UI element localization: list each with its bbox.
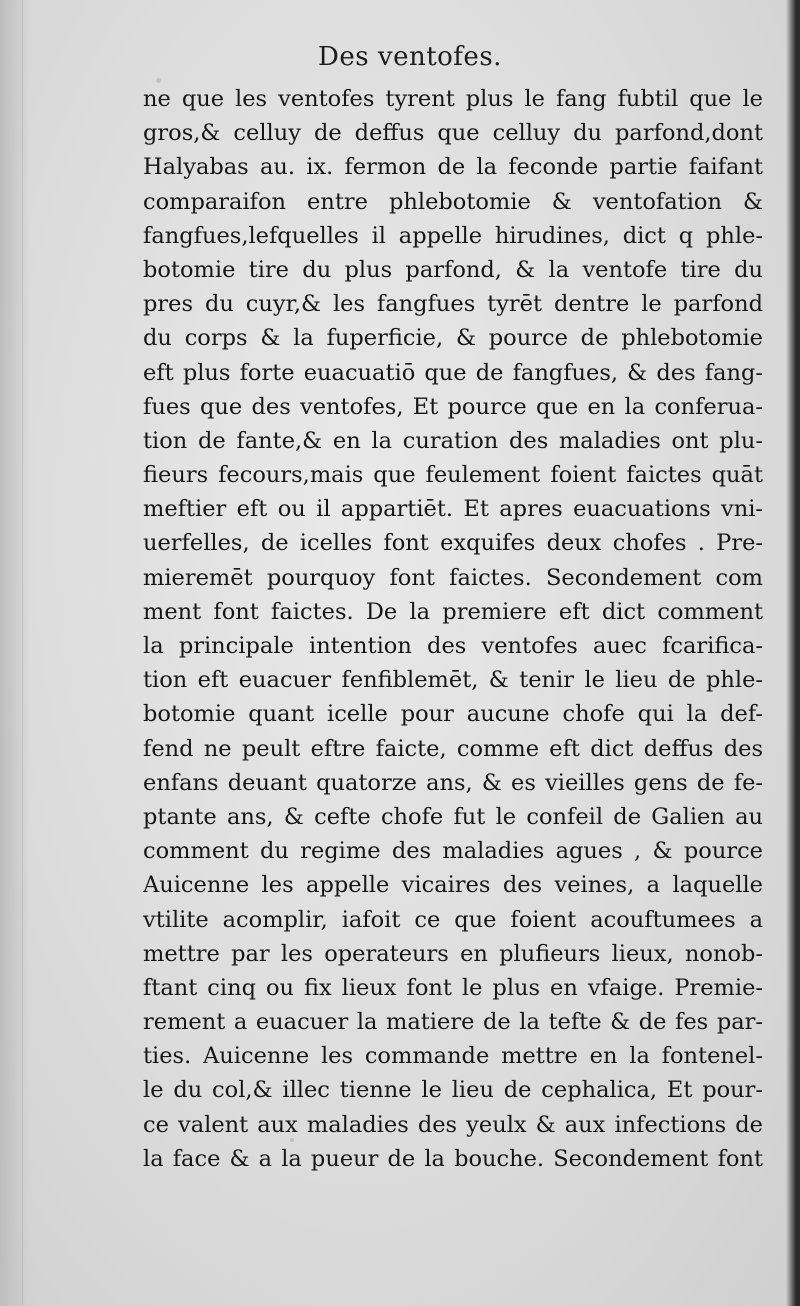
text-line: ce valent aux maladies des yeulx & aux infections de	[143, 1111, 763, 1138]
text-line: la face & a la pueur de la bouche. Secondement font	[143, 1145, 763, 1172]
text-line: vtilite acomplir, iafoit ce que foient acouftumees a	[143, 906, 763, 933]
text-line: ftant cinq ou fix lieux font le plus en vfaige. Premie-	[143, 974, 763, 1001]
text-line: comparaifon entre phlebotomie & ventofation &	[143, 188, 763, 215]
text-line: fues que des ventofes, Et pource que en la conferua-	[143, 393, 763, 420]
text-line: pres du cuyr,& les fangfues tyrēt dentre le parfond	[143, 291, 763, 318]
text-line: ptante ans, & cefte chofe fut le confeil de Galien au	[143, 803, 763, 830]
text-line: enfans deuant quatorze ans, & es vieilles gens de fe-	[143, 769, 763, 796]
text-line: Halyabas au. ix. fermon de la feconde partie faifant	[143, 154, 763, 181]
text-line: du corps & la fuperficie, & pource de phlebotomie	[143, 325, 763, 352]
text-line: tion eft euacuer fenfiblemēt, & tenir le lieu de phle-	[143, 667, 763, 694]
body-text	[143, 82, 763, 1176]
ink-speck	[156, 78, 161, 83]
text-line: uerfelles, de icelles font exquifes deux chofes . Pre-	[143, 530, 763, 557]
text-line: le du col,& illec tienne le lieu de cephalica, Et pour-	[143, 1077, 763, 1104]
page-right-edge	[786, 0, 800, 1306]
running-header: Des ventofes.	[318, 42, 502, 72]
text-line: eft plus forte euacuatiō que de fangfues, & des fang-	[143, 359, 763, 386]
text-line: mettre par les operateurs en plufieurs lieux, nonob-	[143, 940, 763, 967]
text-line: fieurs fecours,mais que feulement foient faictes quāt	[143, 462, 763, 489]
text-line: comment du regime des maladies agues , & pource	[143, 838, 763, 865]
text-line: Auicenne les appelle vicaires des veines, a laquelle	[143, 872, 763, 899]
text-line: botomie quant icelle pour aucune chofe qui la def-	[143, 701, 763, 728]
text-line: rement a euacuer la matiere de la tefte & de fes par-	[143, 1009, 763, 1036]
text-line: mieremēt pourquoy font faictes. Secondement com	[143, 564, 763, 591]
text-line: la principale intention des ventofes auec fcarifica-	[143, 633, 763, 659]
ink-speck	[290, 1138, 294, 1142]
page-fold-line	[22, 0, 23, 1306]
page-left-shadow	[0, 0, 30, 1306]
text-line: gros,& celluy de deffus que celluy du parfond,dont	[143, 120, 763, 147]
text-line: fend ne peult eftre faicte, comme eft dict deffus des	[143, 735, 763, 762]
text-line: fangfues,lefquelles il appelle hirudines, dict q phle-	[143, 222, 763, 249]
text-line: ne que les ventofes tyrent plus le fang fubtil que le	[143, 86, 763, 112]
text-line: botomie tire du plus parfond, & la ventofe tire du	[143, 256, 763, 283]
text-line: ties. Auicenne les commande mettre en la fontenel-	[143, 1043, 763, 1070]
text-line: tion de fante,& en la curation des maladies ont plu-	[143, 427, 763, 454]
text-line: ment font faictes. De la premiere eft dict comment	[143, 598, 763, 625]
text-line: meftier eft ou il appartiēt. Et apres euacuations vni-	[143, 496, 763, 523]
